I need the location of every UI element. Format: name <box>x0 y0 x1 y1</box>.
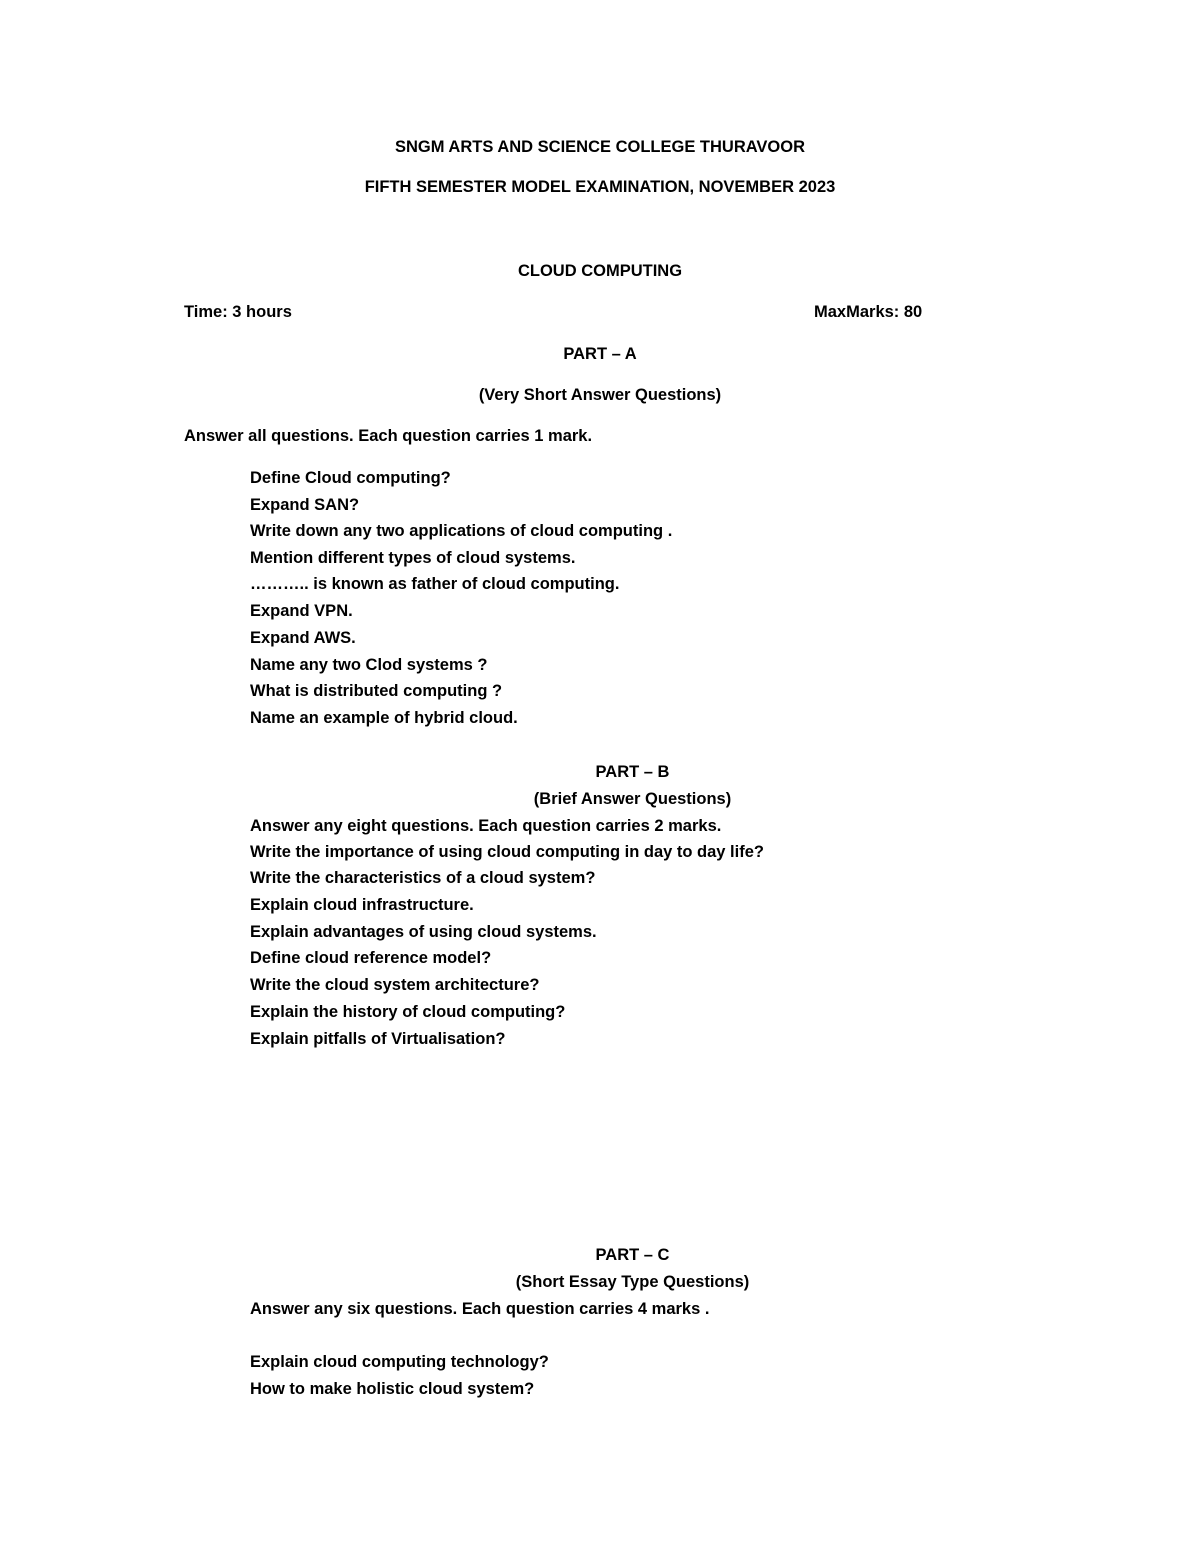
question-text: Explain cloud computing technology? <box>250 1353 549 1371</box>
question-text: Write the cloud system architecture? <box>250 976 540 994</box>
question-text: ……….. is known as father of cloud computing. <box>250 575 620 593</box>
question-text: Name any two Clod systems ? <box>250 656 488 674</box>
subject-title: CLOUD COMPUTING <box>517 262 683 280</box>
question-text: Name an example of hybrid cloud. <box>250 709 518 727</box>
part-b-subtitle: (Brief Answer Questions) <box>533 790 732 808</box>
part-b-instruction: Answer any eight questions. Each question carries 2 marks. <box>250 817 722 835</box>
question-text: Explain cloud infrastructure. <box>250 896 474 914</box>
max-marks: MaxMarks: 80 <box>814 303 923 321</box>
part-a-instruction: Answer all questions. Each question carries 1 mark. <box>184 427 593 445</box>
question-text: Expand SAN? <box>250 496 360 514</box>
question-text: Expand AWS. <box>250 629 356 647</box>
question-text: Explain pitfalls of Virtualisation? <box>250 1030 506 1048</box>
part-a-title: PART – A <box>563 345 637 363</box>
part-c-title: PART – C <box>595 1246 670 1264</box>
part-a-subtitle: (Very Short Answer Questions) <box>478 386 722 404</box>
question-text: Explain advantages of using cloud systems. <box>250 923 597 941</box>
question-text: Expand VPN. <box>250 602 353 620</box>
question-text: Explain the history of cloud computing? <box>250 1003 566 1021</box>
question-text: Define cloud reference model? <box>250 949 492 967</box>
question-text: How to make holistic cloud system? <box>250 1380 535 1398</box>
question-text: Mention different types of cloud systems. <box>250 549 576 567</box>
question-text: Write down any two applications of cloud computing . <box>250 522 673 540</box>
part-b-title: PART – B <box>595 763 670 781</box>
part-c-subtitle: (Short Essay Type Questions) <box>515 1273 750 1291</box>
exam-time: Time: 3 hours <box>184 303 292 321</box>
question-text: Write the importance of using cloud computing in day to day life? <box>250 843 764 861</box>
question-text: Write the characteristics of a cloud system? <box>250 869 596 887</box>
college-name: SNGM ARTS AND SCIENCE COLLEGE THURAVOOR <box>394 138 806 156</box>
question-text: Define Cloud computing? <box>250 469 451 487</box>
exam-title: FIFTH SEMESTER MODEL EXAMINATION, NOVEMBER 2023 <box>364 178 836 196</box>
question-text: What is distributed computing ? <box>250 682 503 700</box>
part-c-instruction: Answer any six questions. Each question carries 4 marks . <box>250 1300 710 1318</box>
